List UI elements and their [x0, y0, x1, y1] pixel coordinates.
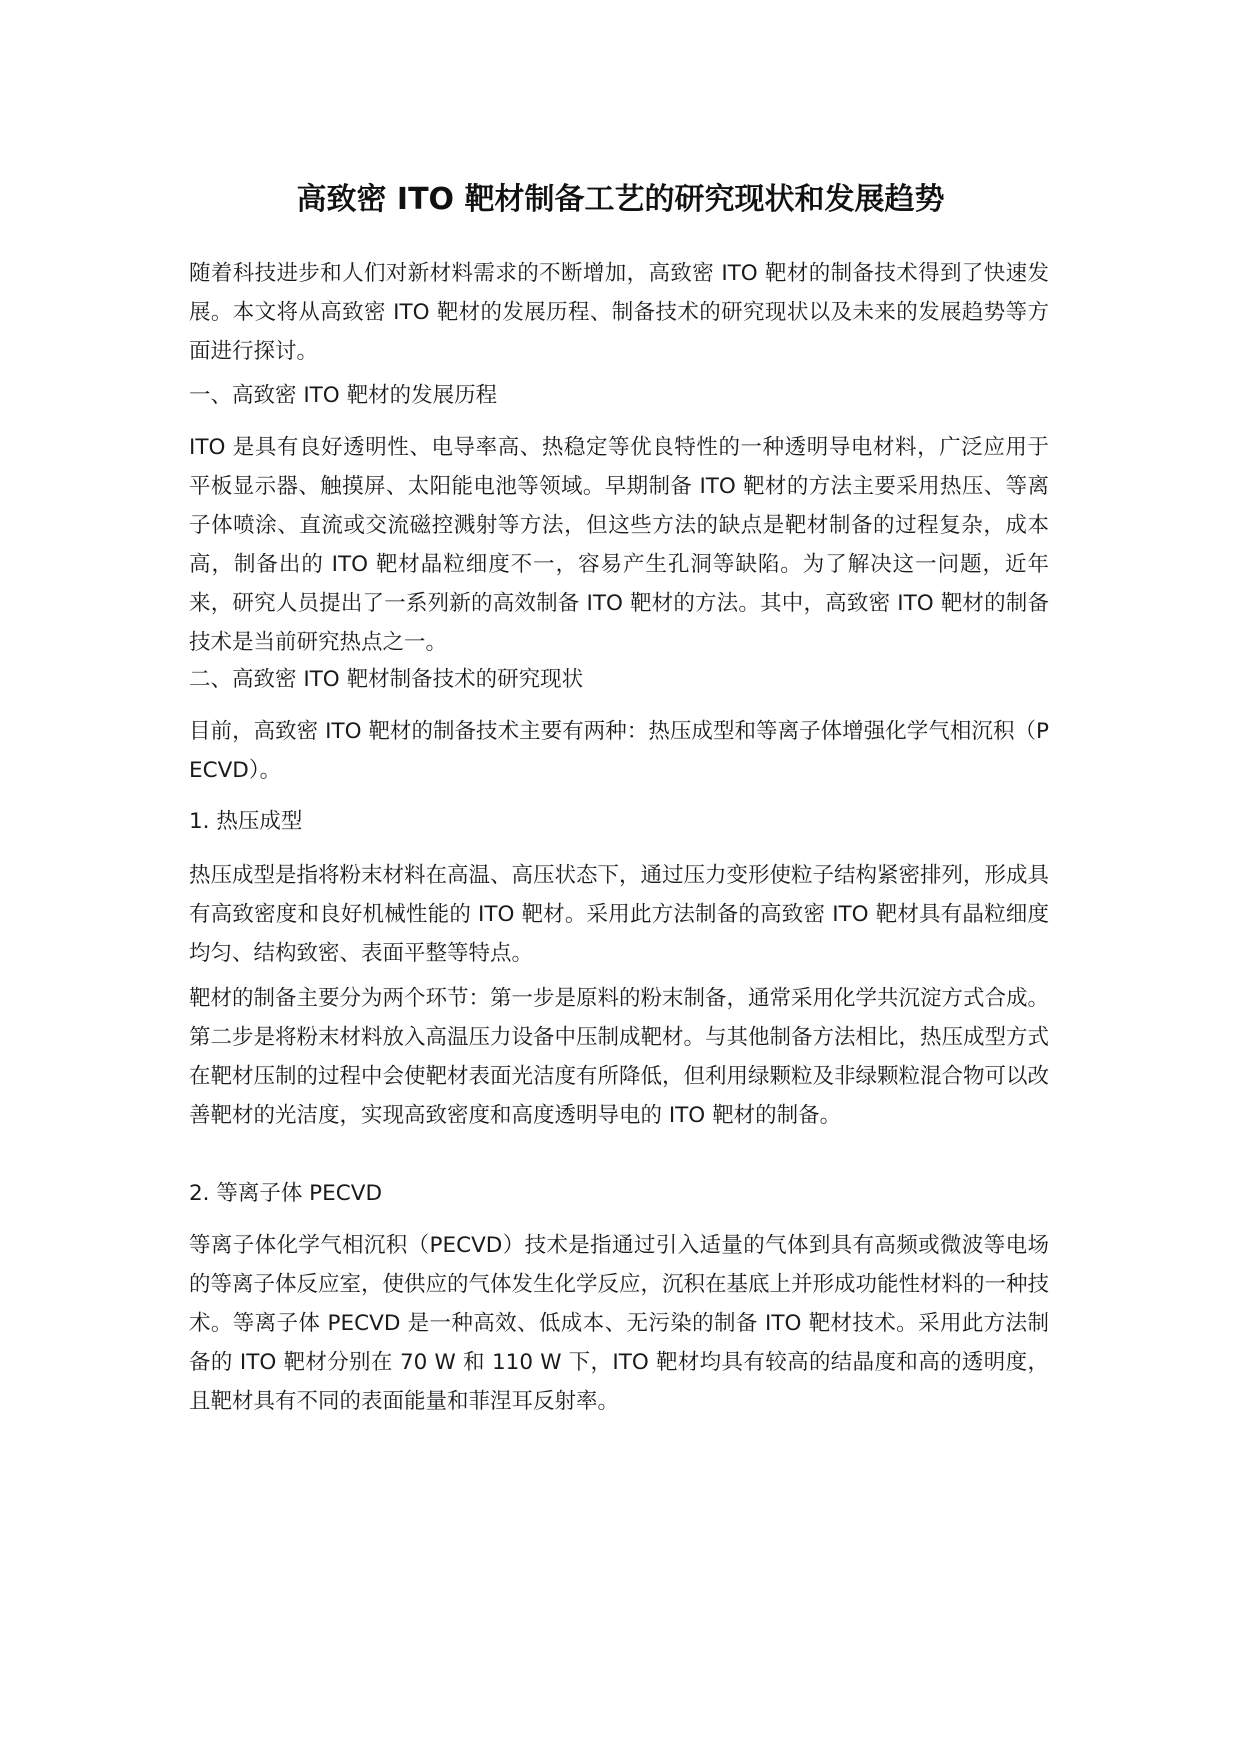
document-title: 高致密 ITO 靶材制备工艺的研究现状和发展趋势 — [296, 182, 945, 217]
hot-pressing-paragraph-2: 靶材的制备主要分为两个环节：第一步是原料的粉末制备，通常采用化学共沉淀方式合成。第二步是将粉末材料放入高温压力设备中压制成靶材。与其他制备方法相比，热压成型方式在靶材压制的过程中会使靶材表面光洁度有所降低，但利用绿颗粒及非绿颗粒混合物可以改善靶材的光洁度，实现高致密度和高度透明导电的 ITO 靶材的制备。 — [189, 986, 1050, 1128]
subsection-heading-pecvd: 2. 等离子体 PECVD — [189, 1181, 383, 1206]
history-paragraph: ITO 是具有良好透明性、电导率高、热稳定等优良特性的一种透明导电材料，广泛应用于平板显示器、触摸屏、太阳能电池等领域。早期制备 ITO 靶材的方法主要采用热压、等离子体喷涂、直流或交流磁控溅射等方法，但这些方法的缺点是靶材制备的过程复杂，成本高，制备出的 ITO 靶材晶粒细度不一，容易产生孔洞等缺陷。为了解决这一问题，近年来，研究人员提出了一系列新的高效制备 ITO 靶材的方法。其中，高致密 ITO 靶材的制备技术是当前研究热点之一。 — [189, 435, 1049, 655]
hot-pressing-paragraph-1: 热压成型是指将粉末材料在高温、高压状态下，通过压力变形使粒子结构紧密排列，形成具有高致密度和良好机械性能的 ITO 靶材。采用此方法制备的高致密 ITO 靶材具有晶粒细度均匀、结构致密、表面平整等特点。 — [189, 863, 1050, 966]
status-paragraph: 目前，高致密 ITO 靶材的制备技术主要有两种：热压成型和等离子体增强化学气相沉积（PECVD）。 — [189, 719, 1049, 783]
intro-paragraph: 随着科技进步和人们对新材料需求的不断增加，高致密 ITO 靶材的制备技术得到了快速发展。本文将从高致密 ITO 靶材的发展历程、制备技术的研究现状以及未来的发展趋势等方面进行探讨。 — [189, 261, 1049, 364]
subsection-heading-hot-pressing: 1. 热压成型 — [189, 809, 303, 834]
section-heading-history: 一、高致密 ITO 靶材的发展历程 — [189, 383, 498, 408]
pecvd-paragraph: 等离子体化学气相沉积（PECVD）技术是指通过引入适量的气体到具有高频或微波等电场的等离子体反应室，使供应的气体发生化学反应，沉积在基底上并形成功能性材料的一种技术。等离子体 PECVD 是一种高效、低成本、无污染的制备 ITO 靶材技术。采用此方法制备的 ITO 靶材分别在 70 W 和 110 W 下，ITO 靶材均具有较高的结晶度和高的透明度，且靶材具有不同的表面能量和菲涅耳反射率。 — [189, 1233, 1050, 1414]
section-heading-status: 二、高致密 ITO 靶材制备技术的研究现状 — [189, 667, 584, 692]
